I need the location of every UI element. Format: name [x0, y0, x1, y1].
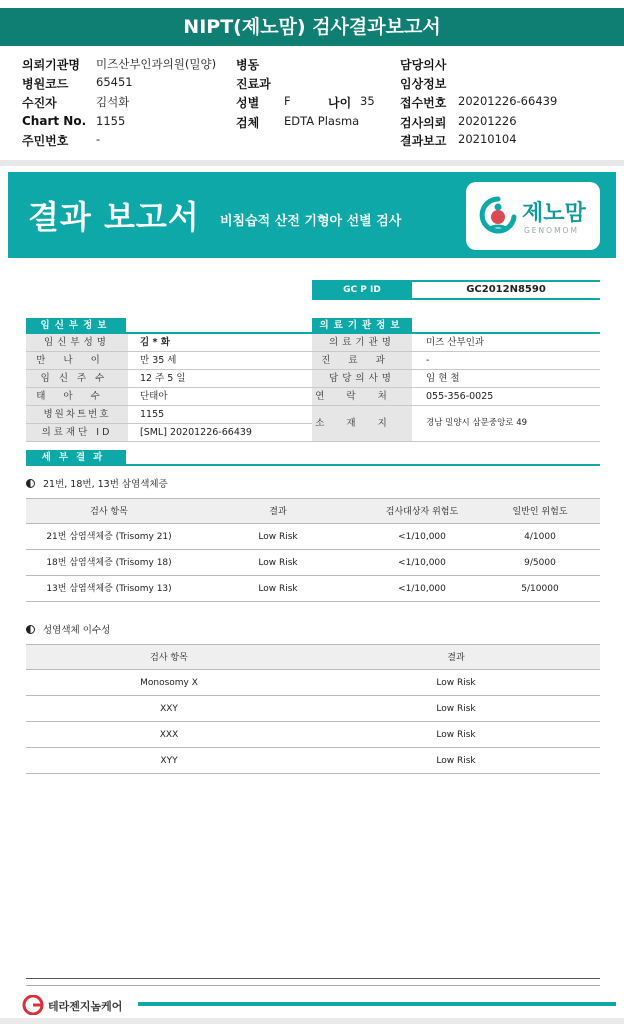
header-value: 미즈산부인과의원(밀양): [96, 57, 217, 71]
info-value: 12 주 5 일: [140, 373, 186, 384]
info-row: [26, 352, 312, 370]
header-value: 65451: [96, 75, 133, 89]
footer-divider: [26, 978, 600, 979]
info-label: 진료과: [312, 352, 412, 369]
header-label: 성별: [236, 96, 260, 110]
info-label: 의료재단 ID: [26, 424, 128, 441]
age-label: 나이: [328, 96, 352, 110]
info-label: 임신부성명: [26, 334, 128, 351]
table-cell: 4/1000: [524, 532, 556, 542]
table-cell: <1/10,000: [398, 584, 446, 594]
info-label: 의료기관명: [312, 334, 412, 351]
table-cell: 13번 삼염색체증 (Trisomy 13): [46, 584, 172, 594]
table-cell: XXX: [159, 730, 179, 740]
logo-text: 제노맘: [522, 201, 586, 226]
header-label: 담당의사: [400, 58, 447, 72]
column-header: 검사 항목: [150, 653, 188, 663]
table-cell: 9/5000: [524, 558, 556, 568]
institution-info-tag: 의료기관정보: [312, 318, 412, 333]
info-label: 담당의사명: [312, 370, 412, 387]
sex-chrom-table: [26, 644, 600, 776]
header-row: [22, 75, 612, 93]
info-row: [312, 406, 600, 442]
info-row: [26, 406, 312, 424]
table-cell: Low Risk: [258, 584, 298, 594]
age-value: 35: [360, 94, 375, 108]
info-value: [SML] 20201226-66439: [140, 427, 252, 438]
genomom-logo: [466, 182, 600, 250]
header-label: 임상정보: [400, 77, 447, 91]
info-row: [312, 388, 600, 406]
header-value: 20201226: [458, 114, 517, 128]
footer-divider: [26, 985, 600, 986]
info-label: 병원차트번호: [26, 406, 128, 423]
pregnant-info-tag: 임신부정보: [26, 318, 126, 333]
info-row: [312, 334, 600, 352]
table-row: [26, 748, 600, 774]
header-label: 진료과: [236, 77, 271, 91]
table-cell: 18번 삼염색체증 (Trisomy 18): [46, 558, 172, 568]
header-label: Chart No.: [22, 114, 87, 128]
table-row: [26, 524, 600, 550]
page-bottom-border: [0, 1018, 624, 1024]
header-value: 김석화: [96, 95, 130, 109]
header-row: [22, 94, 612, 112]
column-header: 검사 항목: [90, 507, 128, 517]
table-row: [26, 696, 600, 722]
table-cell: Low Risk: [436, 678, 476, 688]
header-label: 검사의뢰: [400, 116, 447, 130]
header-row: [22, 114, 612, 132]
table-cell: Low Risk: [436, 730, 476, 740]
report-banner: [8, 172, 616, 258]
table-cell: XXY: [160, 704, 178, 714]
detail-results-tag: 세부결과: [26, 450, 126, 465]
header-value: 1155: [96, 114, 126, 128]
header-label: 접수번호: [400, 96, 447, 110]
header-row: [22, 56, 612, 74]
header-value: -: [96, 132, 101, 146]
gcp-id-row: [312, 280, 600, 300]
trisomy-heading-text: 21번, 18번, 13번 삼염색체증: [43, 479, 168, 490]
gcp-id-label: GC P ID: [312, 282, 412, 298]
info-row: [26, 334, 312, 352]
info-row: [26, 388, 312, 406]
sex-chrom-heading: [26, 622, 110, 636]
sex-chrom-heading-text: 성염색체 이수성: [43, 625, 111, 636]
banner-subtitle: 비침습적 산전 기형아 선별 검사: [220, 214, 402, 229]
info-label: 소재지: [312, 406, 412, 441]
half-circle-icon: [26, 625, 35, 634]
trisomy-heading: [26, 476, 168, 490]
header-separator: [0, 160, 624, 166]
header-value: F: [284, 94, 291, 108]
logo-subtext: GENOMOM: [524, 226, 579, 235]
info-value: 1155: [140, 409, 165, 420]
page-title: NIPT(제노맘) 검사결과보고서: [0, 8, 624, 46]
header-label: 병동: [236, 58, 260, 72]
info-value: 만 35 세: [140, 355, 177, 366]
table-cell: Low Risk: [436, 704, 476, 714]
header-label: 의뢰기관명: [22, 58, 80, 72]
genomom-logo-icon: [478, 195, 518, 237]
table-row: [26, 670, 600, 696]
header-value: 20210104: [458, 132, 517, 146]
table-cell: <1/10,000: [398, 532, 446, 542]
info-label: 태아수: [26, 388, 128, 405]
header-label: 주민번호: [22, 134, 69, 148]
info-value: 055-356-0025: [426, 391, 494, 402]
info-row: [26, 370, 312, 388]
info-row: [26, 424, 312, 442]
table-cell: 21번 삼염색체증 (Trisomy 21): [46, 532, 172, 542]
column-header: 일반인 위험도: [512, 507, 568, 517]
table-header: [26, 498, 600, 524]
table-row: [26, 550, 600, 576]
table-cell: 5/10000: [521, 584, 559, 594]
header-row: [22, 132, 612, 150]
table-header: [26, 644, 600, 670]
table-cell: XYY: [160, 756, 178, 766]
header-label: 검체: [236, 116, 260, 130]
info-value: -: [426, 355, 430, 366]
section-line: [26, 464, 600, 466]
table-row: [26, 722, 600, 748]
header-label: 병원코드: [22, 77, 69, 91]
table-cell: Monosomy X: [140, 678, 198, 688]
info-value: 경남 밀양시 삼문중앙로 49: [426, 418, 528, 428]
header-value: EDTA Plasma: [284, 114, 360, 128]
table-cell: Low Risk: [436, 756, 476, 766]
header-value: 20201226-66439: [458, 94, 558, 108]
info-label: 만나이: [26, 352, 128, 369]
column-header: 결과: [269, 507, 287, 517]
info-value: 미즈 산부인과: [426, 337, 485, 348]
trisomy-table: [26, 498, 600, 604]
info-label: 임신주수: [26, 370, 128, 387]
header-label: 결과보고: [400, 134, 447, 148]
banner-title: 결과 보고서: [28, 198, 200, 236]
info-value: 임 현 철: [426, 373, 460, 384]
footer-accent-bar: [138, 1002, 616, 1006]
column-header: 검사대상자 위험도: [385, 507, 459, 517]
column-header: 결과: [447, 653, 465, 663]
gcp-id-value: GC2012N8590: [466, 284, 546, 295]
theragen-logo-icon: [22, 995, 44, 1015]
company-name: 테라젠지놈케어: [48, 1000, 123, 1013]
table-cell: Low Risk: [258, 558, 298, 568]
info-value: 단태아: [140, 391, 168, 402]
info-value: 김 * 화: [140, 337, 170, 348]
info-label: 연락처: [312, 388, 412, 405]
header-label: 수진자: [22, 96, 57, 110]
info-row: [312, 352, 600, 370]
table-row: [26, 576, 600, 602]
table-cell: <1/10,000: [398, 558, 446, 568]
table-cell: Low Risk: [258, 532, 298, 542]
info-row: [312, 370, 600, 388]
half-circle-icon: [26, 479, 35, 488]
